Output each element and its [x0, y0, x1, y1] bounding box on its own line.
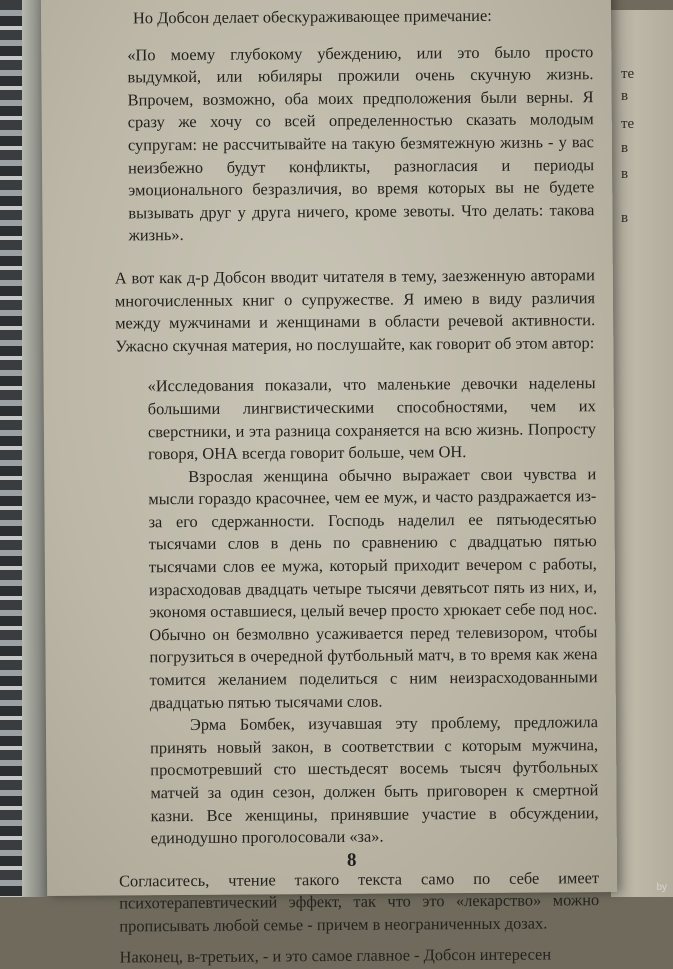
quote-paragraph: Эрма Бомбек, изучавшая эту проблему, предложила принять новый закон, в соответствии с которым мужчина, просмотревший сто шестьдесят восемь тысяч футбольных матчей за один сезон, должен быть приговорен к смертной казни. Все женщины, принявшие участие в обсуждении, единодушно проголосовали «за».	[150, 712, 599, 848]
quote-paragraph: Взрослая женщина обычно выражает свои чувства и мысли гораздо красочнее, чем ее муж, и часто раздражается из-за его сдержанности. Господь наделил ее пятьюдесятью тысячами слов в день по сравнению с двадцатью пятью тысячами слов ее мужа, который приходит вечером с работы, израсходовав двадцать четыре тысячи девятьсот пять из них, и, экономя оставшиеся, целый вечер просто хрюкает себе под нос. Обычно он безмолвно усаживается перед телевизором, чтобы погрузиться в очередной футбольный матч, в то время как жена томится желанием поделиться с ним неизрасходованными двадцатью пятью тысячами слов.	[148, 463, 598, 712]
body-paragraph: Согласитесь, чтение такого текста само по себе имеет психотерапевтический эффект, так что это «лекарство» можно прописывать любой семье - причем в неограниченных дозах.	[118, 867, 600, 936]
quote-paragraph: «Исследования показали, что маленькие девочки наделены большими лингвистическими способностями, чем их сверстники, и эта разница сохраняется на всю жизнь. Попросту говоря, ОНА всегда говорит больше, чем ОН.	[147, 373, 596, 464]
intro-line: Но Добсон делает обескураживающее примечание:	[132, 5, 492, 28]
book-page	[41, 0, 617, 967]
page-number: 8	[346, 849, 357, 871]
adjacent-page-fragment: в	[621, 166, 629, 182]
quote-paragraph: «По моему глубокому убеждению, или это было просто выдумкой, или юбиляры прожили очень скучную жизнь. Впрочем, возможно, оба моих предположения были верны. Я сразу же хочу со всей определенностью сказать молодым супругам: не рассчитывайте на такую безмятежную жизнь - у вас неизбежно будут конфликты, разногласия и периоды эмоционального безразличия, во время которых вы не будете вызывать друг у друга ничего, кроме зевоты. Что делать: такова жизнь».	[127, 41, 595, 245]
adjacent-page-fragment: в	[621, 140, 629, 156]
body-paragraph: Наконец, в-третьих, - и это самое главное - Добсон интересен	[119, 944, 552, 967]
page-text	[113, 4, 600, 968]
adjacent-page-fragment: те	[621, 116, 635, 132]
adjacent-page	[611, 10, 673, 897]
adjacent-page-fragment: в	[621, 88, 629, 104]
block-quote	[116, 372, 599, 850]
adjacent-page-fragment: в	[621, 210, 629, 226]
watermark: by	[656, 882, 667, 893]
body-paragraph: А вот как д-р Добсон вводит читателя в тему, заезженную авторами многочисленных книг о супружестве. Я имею в виду различия между мужчинами и женщинами в области речевой активности. Ужасно скучная материя, но послушайте, как говорит об этом автор:	[114, 265, 596, 356]
adjacent-page-fragment: те	[621, 66, 635, 82]
